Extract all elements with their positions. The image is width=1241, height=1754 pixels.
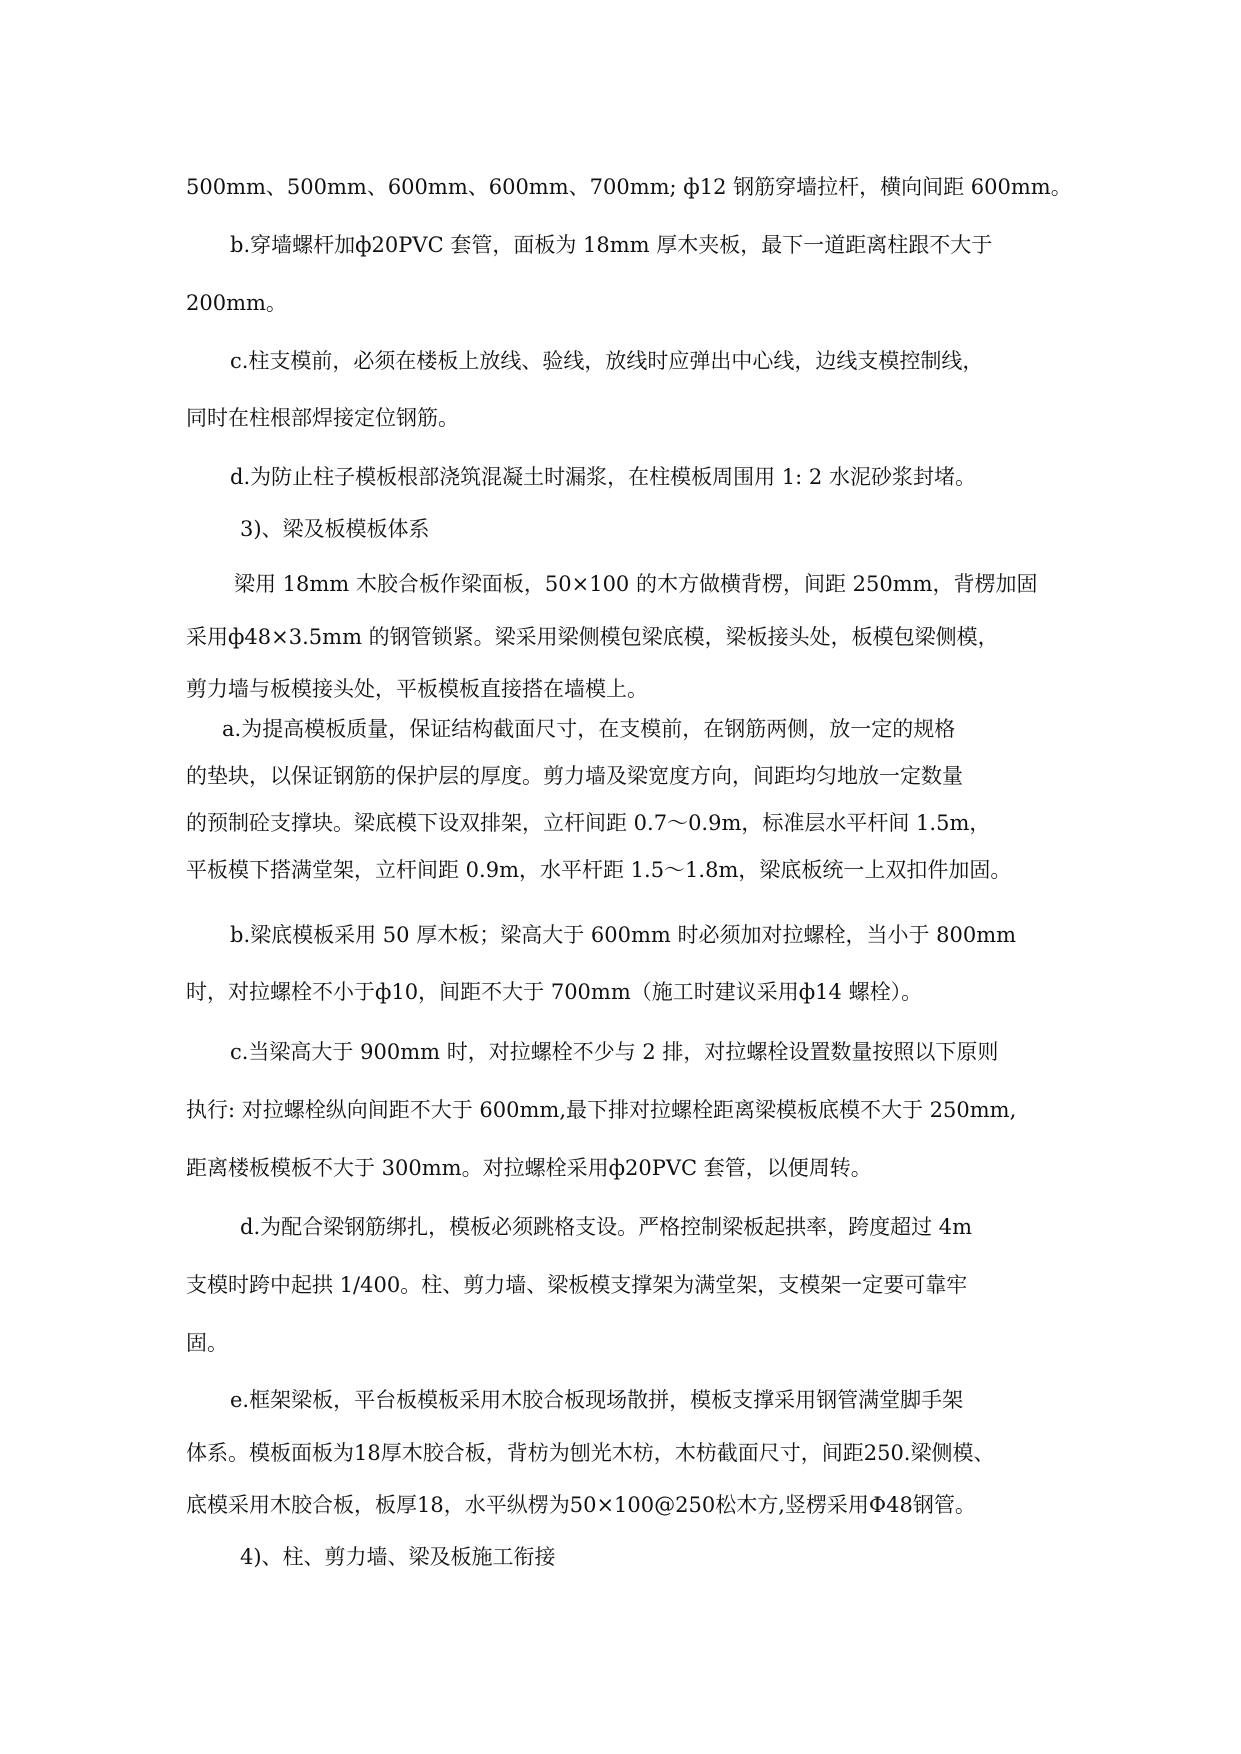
text-line: 200mm。 [186,291,287,315]
text-line: 时，对拉螺栓不小于ф10，间距不大于 700mm（施工时建议采用ф14 螺栓）。 [186,980,923,1004]
text-line: d.为防止柱子模板根部浇筑混凝土时漏浆，在柱模板周围用 1: 2 水泥砂浆封堵。 [230,465,976,489]
text-line: 同时在柱根部焊接定位钢筋。 [186,406,459,430]
text-line: c.柱支模前，必须在楼板上放线、验线，放线时应弹出中心线，边线支模控制线， [230,349,984,373]
text-line: 采用ф48×3.5mm 的钢管锁紧。梁采用梁侧模包梁底模，梁板接头处，板模包梁侧模， [186,625,999,649]
section-heading: 3)、梁及板模板体系 [240,517,430,541]
text-line: a.为提高模板质量，保证结构截面尺寸，在支模前，在钢筋两侧，放一定的规格 [222,717,956,741]
text-line: 梁用 18mm 木胶合板作梁面板，50×100 的木方做横背楞，间距 250mm，背楞加固 [234,572,1038,596]
text-line: b.穿墙螺杆加ф20PVC 套管，面板为 18mm 厚木夹板，最下一道距离柱跟不大于 [230,233,993,257]
text-line: d.为配合梁钢筋绑扎，模板必须跳格支设。严格控制梁板起拱率，跨度超过 4m [240,1215,973,1239]
section-heading: 4)、柱、剪力墙、梁及板施工衔接 [240,1545,556,1569]
text-line: e.框架梁板，平台板模板采用木胶合板现场散拼，模板支撑采用钢管满堂脚手架 [230,1388,964,1412]
text-line: 距离楼板模板不大于 300mm。对拉螺栓采用ф20PVC 套管，以便周转。 [186,1156,872,1180]
text-line: b.梁底模板采用 50 厚木板；梁高大于 600mm 时必须加对拉螺栓，当小于 800mm [230,923,1017,947]
text-line: 体系。模板面板为18厚木胶合板，背枋为刨光木枋，木枋截面尺寸，间距250.梁侧模、 [186,1441,995,1465]
text-line: 的垫块，以保证钢筋的保护层的厚度。剪力墙及梁宽度方向，间距均匀地放一定数量 [186,764,963,788]
text-line: 固。 [186,1331,228,1355]
text-line: 支模时跨中起拱 1/400。柱、剪力墙、梁板模支撑架为满堂架，支模架一定要可靠牢 [186,1273,968,1297]
text-line: 剪力墙与板模接头处，平板模板直接搭在墙模上。 [186,677,648,701]
text-line: 执行: 对拉螺栓纵向间距不大于 600mm,最下排对拉螺栓距离梁模板底模不大于 250mm, [186,1098,1017,1122]
text-line: 500mm、500mm、600mm、600mm、700mm; ф12 钢筋穿墙拉杆，横向间距 600mm。 [186,175,1072,199]
text-line: c.当梁高大于 900mm 时，对拉螺栓不少与 2 排，对拉螺栓设置数量按照以下原则 [230,1040,999,1064]
text-line: 底模采用木胶合板，板厚18，水平纵楞为50×100@250松木方,竖楞采用Φ48钢管。 [186,1493,976,1517]
text-line: 的预制砼支撑块。梁底模下设双排架，立杆间距 0.7～0.9m，标准层水平杆间 1.5m， [186,811,991,835]
text-line: 平板模下搭满堂架，立杆间距 0.9m，水平杆距 1.5～1.8m，梁底板统一上双扣件加固。 [186,858,1012,882]
